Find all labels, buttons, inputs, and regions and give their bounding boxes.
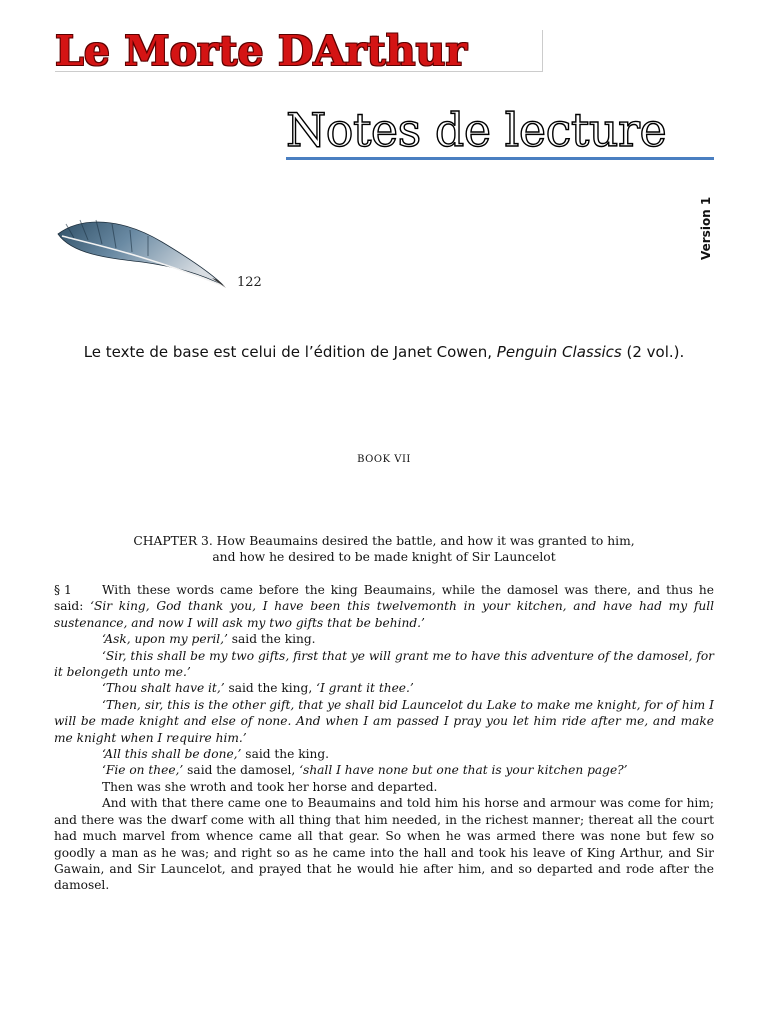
paragraph: § 1 With these words came before the king Beaumains, while the damosel was there, and thus he said: ‘Sir king, God thank you, I have been this twelvemonth in your kitchen, and have had my full sustenance, and now I will ask my two gifts that be behind.’ [54,583,714,630]
paragraph: ‘Fie on thee,’ said the damosel, ‘shall I have none but one that is your kitchen page?’ [102,763,628,778]
version-text: Version 1 [699,196,713,260]
paragraph: ‘Sir, this shall be my two gifts, first that ye will grant me to have this adventure of the damosel, for it belongeth unto me.’ [54,648,714,680]
chapter-heading [90,533,678,565]
paragraph: And with that there came one to Beaumains and told him his horse and armour was come for him; and there was the dwarf come with all thing that him needed, in the richest manner; thereat all the court had much marvel from whence came all that gear. So when he was armed there was none but few so goodly a man as he was; and right so as he came into the hall and took his leave of King Arthur, and Sir Gawain, and Sir Launcelot, and prayed that he would hie after him, and so departed and rode after the damosel. [54,796,714,893]
paragraph: ‘Thou shalt have it,’ said the king, ‘I grant it thee.’ [102,681,414,696]
edition-note-suffix: (2 vol.). [621,343,685,361]
paragraph: ‘All this shall be done,’ said the king. [102,747,330,762]
chapter-line-2: and how he desired to be made knight of Sir Launcelot [212,550,556,564]
chapter-line-1: CHAPTER 3. How Beaumains desired the battle, and how it was granted to him, [133,534,635,548]
edition-publisher: Penguin Classics [496,343,622,361]
edition-note [0,343,768,361]
page-subtitle: Notes de lecture [286,103,667,157]
paragraph: ‘Then, sir, this is the other gift, that ye shall bid Launcelot du Lake to make me knight, for of him I will be made knight and else of none. And when I am passed I pray you let him ride after me, and make me knight when I require him.’ [54,697,714,745]
page-number: 122 [237,275,262,290]
chapter-body [54,582,714,894]
section-marker: § 1 [54,583,72,597]
edition-note-prefix: Le texte de base est celui de l’édition de Janet Cowen, [83,343,497,361]
subtitle-underline [286,157,714,160]
version-label [692,196,720,262]
feather-quill-icon [52,214,230,290]
book-title: Le Morte DArthur [55,30,543,72]
paragraph: Then was she wroth and took her horse and departed. [102,779,438,794]
book-heading: BOOK VII [357,454,411,465]
paragraph: ‘Ask, upon my peril,’ said the king. [102,632,316,647]
